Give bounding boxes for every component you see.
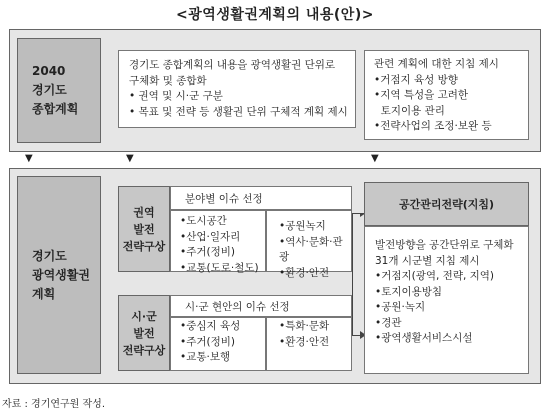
bullet-item: 토지이용 관리: [374, 104, 445, 117]
label-line: 시·군: [131, 309, 157, 323]
strategy-item: •광역생활서비스시설: [375, 332, 473, 344]
down-arrow-icon: ▼: [371, 153, 379, 164]
issue-item: •공원녹지: [279, 220, 326, 232]
strategy-item: •경관: [375, 316, 402, 329]
strategy-item: •거점지(광역, 전략, 지역): [375, 270, 495, 282]
strategy-content: [364, 226, 529, 374]
issue-item: •중심지 육성: [180, 320, 241, 332]
top-panel-label: [17, 38, 101, 143]
label-line: 권역: [133, 205, 155, 219]
box-text: 관련 계획에 대한 지침 제시: [374, 58, 499, 70]
strategy-text: 발전방향을 공간단위로 구체화: [375, 239, 514, 251]
box-text: 경기도 종합계획의 내용을 광역생활권 단위로: [129, 59, 336, 71]
bottom-label-line: 계획: [32, 286, 56, 301]
bullet-item: •지역 특성을 고려한: [374, 89, 469, 101]
top-label-line: 종합계획: [32, 102, 79, 116]
guideline-box: [364, 50, 529, 140]
city-issues-col1: [170, 317, 266, 371]
bullet-item: • 권역 및 시·군 구분: [129, 90, 223, 102]
regional-issues-col1: [170, 210, 266, 272]
comprehensive-plan-box: [118, 50, 356, 128]
regional-issue-header: 분야별 이슈 선정: [170, 186, 352, 210]
issue-item: •교통·보행: [180, 351, 231, 363]
issue-item: •역사·문화·관광: [279, 235, 343, 263]
strategy-header: 공간관리전략(지침): [364, 182, 529, 226]
label-line: 전략구상: [122, 343, 166, 357]
issue-item: •주거(정비): [180, 246, 235, 258]
issue-item: •주거(정비): [180, 335, 235, 348]
city-strategy-label: [118, 295, 170, 371]
strategy-item: •공원·녹지: [375, 301, 426, 313]
regional-strategy-label: [118, 186, 170, 272]
source-note: 자료 : 경기연구원 작성.: [2, 399, 106, 410]
city-issue-header: 시·군 현안의 이슈 선정: [170, 295, 352, 317]
regional-issues-col2: [266, 210, 352, 279]
strategy-item: •토지이용방침: [375, 285, 443, 298]
bottom-label-line: 경기도: [32, 248, 67, 263]
issue-item: •도시공간: [180, 215, 227, 227]
down-arrow-icon: ▼: [25, 153, 33, 164]
bullet-item: •거점지 육성 방향: [374, 73, 458, 86]
label-line: 발전: [133, 326, 155, 340]
bullet-item: • 목표 및 전략 등 생활권 단위 구체적 계획 제시: [129, 105, 348, 118]
top-label-line: 2040: [32, 64, 66, 78]
label-line: 발전: [133, 222, 155, 236]
city-issues-col2: [266, 317, 352, 371]
bullet-item: •전략사업의 조정·보완 등: [374, 120, 492, 132]
down-arrow-icon: ▼: [126, 153, 134, 164]
strategy-text: 31개 시군별 지침 제시: [375, 254, 480, 267]
issue-item: •특화·문화: [279, 320, 330, 332]
label-line: 전략구상: [122, 239, 166, 253]
issue-item: •교통(도로·철도): [180, 261, 259, 274]
page-title: <광역생활권계획의 내용(안)>: [176, 7, 374, 23]
bottom-label-line: 광역생활권: [32, 267, 90, 282]
box-text: 구체화 및 종합화: [129, 74, 207, 87]
issue-item: •환경·안전: [279, 266, 330, 279]
issue-item: •산업·일자리: [180, 230, 241, 243]
top-label-line: 경기도: [32, 83, 67, 97]
bottom-panel-label: [17, 176, 101, 374]
issue-item: •환경·안전: [279, 335, 330, 348]
